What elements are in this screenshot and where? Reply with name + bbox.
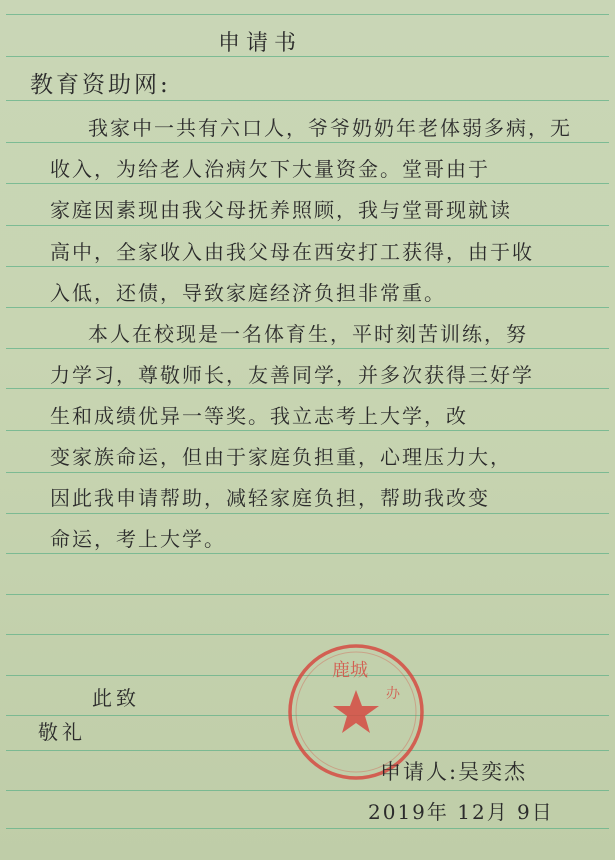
ruled-line [6, 472, 609, 473]
ruled-line [6, 634, 609, 635]
closing-line-1: 此致 [92, 686, 140, 710]
paragraph-1-line-4: 高中，全家收入由我父母在西安打工获得，由于收 [50, 240, 534, 264]
paragraph-2-line-4: 变家族命运，但由于家庭负担重，心理压力大， [50, 445, 512, 469]
ruled-line [6, 183, 609, 184]
ruled-line [6, 790, 609, 791]
closing-line-2: 敬礼 [38, 720, 86, 744]
paragraph-1-line-2: 收入，为给老人治病欠下大量资金。堂哥由于 [50, 157, 490, 181]
paragraph-2-line-2: 力学习，尊敬师长，友善同学，并多次获得三好学 [50, 363, 534, 387]
ruled-line [6, 225, 609, 226]
ruled-line [6, 14, 609, 15]
ruled-line [6, 100, 609, 101]
applicant-signature: 申请人:吴奕杰 [380, 760, 528, 784]
ruled-line [6, 553, 609, 554]
ruled-line [6, 430, 609, 431]
signature-date: 2019年 12月 9日 [368, 800, 554, 824]
ruled-line [6, 513, 609, 514]
paragraph-2-line-1: 本人在校现是一名体育生，平时刻苦训练，努 [88, 322, 528, 346]
paragraph-2-line-3: 生和成绩优异一等奖。我立志考上大学，改 [50, 404, 468, 428]
ruled-line [6, 142, 609, 143]
paragraph-1-line-5: 入低，还债，导致家庭经济负担非常重。 [50, 281, 446, 305]
ruled-line [6, 307, 609, 308]
ruled-line [6, 828, 609, 829]
paragraph-1-line-3: 家庭因素现由我父母抚养照顾，我与堂哥现就读 [50, 198, 512, 222]
ruled-line [6, 388, 609, 389]
ruled-line [6, 348, 609, 349]
paragraph-1-line-1: 我家中一共有六口人，爷爷奶奶年老体弱多病，无 [88, 116, 572, 140]
paragraph-2-line-6: 命运，考上大学。 [50, 527, 226, 551]
ruled-line [6, 266, 609, 267]
salutation: 教育资助网: [30, 72, 171, 98]
ruled-line [6, 594, 609, 595]
ruled-line [6, 56, 609, 57]
seal-text-top: 鹿城 [332, 660, 368, 681]
seal-text-partial: 办 [386, 686, 400, 702]
paragraph-2-line-5: 因此我申请帮助，减轻家庭负担，帮助我改变 [50, 486, 490, 510]
document-title: 申请书 [218, 31, 303, 56]
